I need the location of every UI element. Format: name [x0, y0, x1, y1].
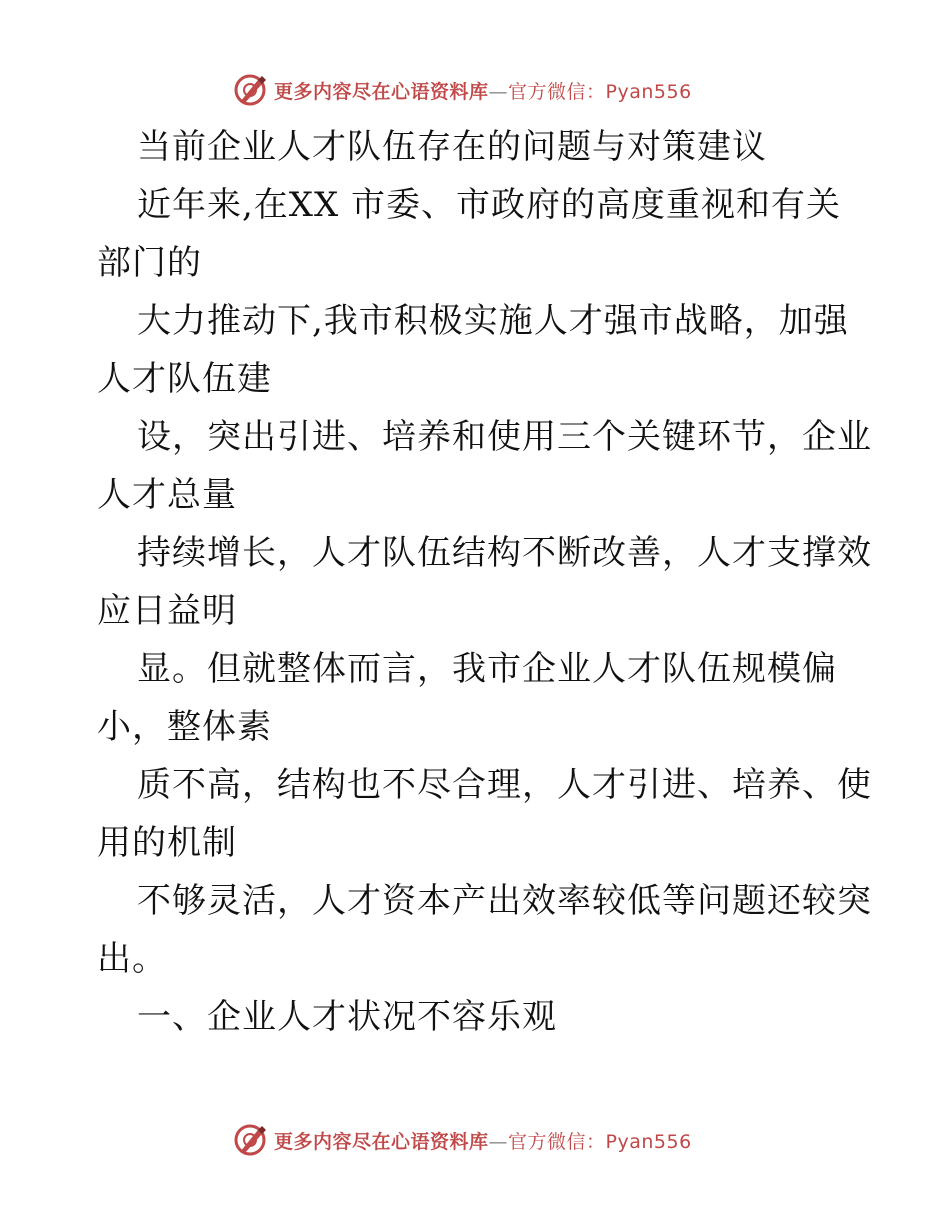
header-watermark — [232, 70, 752, 110]
document-body — [97, 118, 872, 1046]
paragraph-line: 出。 — [97, 939, 167, 979]
footer-watermark — [232, 1120, 752, 1160]
watermark-main: 更多内容尽在心语资料库 — [274, 1130, 489, 1153]
watermark-wechat: 官方微信：Pyan556 — [508, 1130, 692, 1153]
watermark-wechat: 官方微信：Pyan556 — [508, 80, 692, 103]
pen-logo-icon — [232, 1122, 268, 1158]
watermark-separator: — — [488, 80, 509, 103]
pen-logo-icon — [232, 72, 268, 108]
section-heading: 一、企业人才状况不容乐观 — [137, 997, 557, 1037]
paragraph-line: 用的机制 — [97, 823, 237, 863]
paragraph-line: 部门的 — [97, 243, 202, 283]
paragraph-line: 人才总量 — [97, 475, 237, 515]
paragraph-line: 持续增长，人才队伍结构不断改善，人才支撑效 — [137, 533, 872, 573]
paragraph-line: 质不高，结构也不尽合理，人才引进、培养、使 — [137, 765, 872, 805]
paragraph-line: 设，突出引进、培养和使用三个关键环节，企业 — [137, 417, 872, 457]
watermark-text — [274, 77, 692, 104]
paragraph-line: 小，整体素 — [97, 707, 272, 747]
paragraph-line: 近年来,在XX 市委、市政府的高度重视和有关 — [137, 185, 842, 225]
paragraph-line: 显。但就整体而言，我市企业人才队伍规模偏 — [137, 649, 837, 689]
paragraph-line: 大力推动下,我市积极实施人才强市战略，加强 — [137, 301, 849, 341]
watermark-separator: — — [488, 1130, 509, 1153]
watermark-main: 更多内容尽在心语资料库 — [274, 80, 489, 103]
paragraph-line: 不够灵活，人才资本产出效率较低等问题还较突 — [137, 881, 872, 921]
document-title: 当前企业人才队伍存在的问题与对策建议 — [137, 127, 767, 167]
paragraph-line: 人才队伍建 — [97, 359, 272, 399]
paragraph-line: 应日益明 — [97, 591, 237, 631]
watermark-text — [274, 1127, 692, 1154]
